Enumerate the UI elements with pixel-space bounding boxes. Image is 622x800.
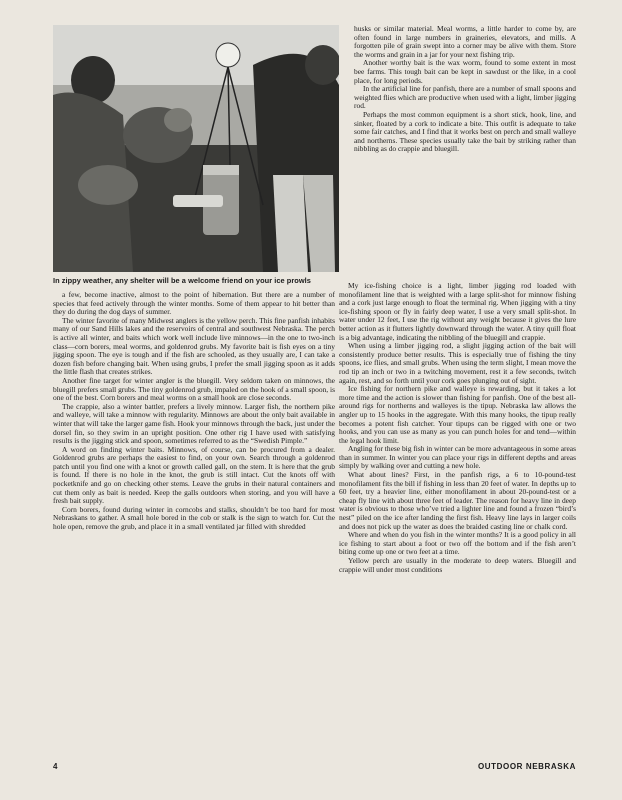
left-column [53, 291, 335, 532]
paragraph: a few, become inactive, almost to the point of hibernation. But there are a number of species that feed actively through the winter months. Some of them appear to hit better than they do during the dog days of summer. [53, 290, 335, 317]
right-column-bottom [339, 282, 576, 574]
photo-caption: In zippy weather, any shelter will be a welcome friend on your ice prowls [53, 276, 311, 285]
magazine-title: OUTDOOR NEBRASKA [477, 762, 576, 771]
paragraph: When using a limber jigging rod, a slight jigging action of the bait will consistently produce better results. This is especially true of fishing the tiny spoons, ice flies, and small grubs. When using the term slight, I mean move the rod tip an inch or two in a twitching movement, rest it a few seconds, twitch again, rest, and so forth until your cork goes plunging out of sight. [339, 341, 576, 385]
page-number: 4 [53, 762, 58, 771]
paragraph: Corn borers, found during winter in corncobs and stalks, shouldn’t be too hard for most Nebraskans to gather. A small hole bored in the cob or stalk is the sign to watch for. Cut the hole open, remove the grub, and place it in a small ventilated jar filled with shredded [53, 504, 335, 532]
paragraph: Angling for these big fish in winter can be more advantageous in some areas than in summer. In winter you can place your rigs in different depths and areas simply by walking over and cutting a new hole. [339, 444, 576, 471]
paragraph: husks or similar material. Meal worms, a little harder to come by, are often found in large numbers in graineries, elevators, and mills. A forgotten pile of grain swept into a corner may be alive with them. Store the worms and grain in a jar for your next fishing trip. [354, 24, 576, 59]
paragraph: A word on finding winter baits. Minnows, of course, can be procured from a dealer. Goldenrod grubs are perhaps the easiest to find, on your own. Search through a goldenrod patch until you find one with a knot or growth called gall, on the stem. It is here that the grub is found. If there is no hole in the knot, the grub is still intact. Cut the knots off with pocketknife and go on checking other stems. Leave the grubs in their natural containers and cut them only as bait is needed. Keep the galls outdoors when storing, and you will have a fresh bait supply. [53, 444, 335, 506]
paragraph: Ice fishing for northern pike and walleye is rewarding, but it takes a lot more time and the action is slower than fishing for panfish. One of the best all-around rigs for northerns and walleyes is the tipup. Nebraska law allows the angler up to 15 hooks in the aggregate. With this many hooks, the tipup really becomes a potent fish catcher. Your tipups can be rigged with one or two hooks, and you can use as many as you can punch holes for and tend—within the legal hook limit. [339, 384, 576, 445]
paragraph: Another worthy bait is the wax worm, found to some extent in most bee farms. This tough bait can be kept in sawdust or the like, in a cool place, for long periods. [354, 58, 576, 85]
paragraph: Yellow perch are usually in the moderate to deep waters. Bluegill and crappie will under most conditions [339, 556, 576, 574]
right-column-top [354, 25, 576, 154]
paragraph: My ice-fishing choice is a light, limber jigging rod loaded with monofilament line that is weighted with a large split-shot for minnow fishing and a cork just large enough to float the terminal rig. When jigging with a tiny ice-fishing spoon or fly in fairly deep water, I use a very small split-shot. In water under 12 feet, I use the rig without any weight because it gives the lure better action as it flutters lightly downward through the water. A tiny quill float is a big advantage, indicating the nibbling of the bluegill and crappie. [339, 281, 576, 342]
paragraph: In the artificial line for panfish, there are a number of small spoons and weighted flies which are productive when used with a light, limber jigging rod. [354, 84, 576, 111]
photo-illustration [53, 25, 339, 272]
paragraph: What about lines? First, in the panfish rigs, a 6 to 10-pound-test monofilament fits the bill if fishing in less than 20 feet of water. In depths up to 60 feet, try a heavier line, either monofilament in about 20-pound-test or a cheap fly line with about three feet of leader. The reason for heavy line in deep water is obvious to those who’ve tried a lighter line and found a frozen “bird’s nest” piled on the ice after landing the first fish. Heavy line lays in larger coils and does not pick up the water as does the braided casting line or chalk cord. [339, 470, 576, 531]
paragraph: Perhaps the most common equipment is a short stick, hook, line, and sinker, floated by a cork to indicate a bite. This outfit is adequate to take some fair catches, and I find that it works best on perch and small walleye and northerns. These species usually take the bait by striking rather than nibbling as do crappie and bluegill. [354, 109, 576, 154]
ice-fishing-photo [53, 25, 339, 272]
paragraph: Where and when do you fish in the winter months? It is a good policy in all ice fishing to start about a foot or two off the bottom and if the fish aren’t biting come up one or two feet at a time. [339, 530, 576, 557]
paragraph: Another fine target for winter angler is the bluegill. Very seldom taken on minnows, the bluegill prefers small grubs. The tiny goldenrod grub, impaled on the hook of a small spoon, is one of the best. Corn borers and meal worms on a small hook are close seconds. [53, 375, 335, 403]
paragraph: The winter favorite of many Midwest anglers is the yellow perch. This fine panfish inhabits many of our Sand Hills lakes and the reservoirs of central and southwest Nebraska. The perch is active all winter, and baits which work well include live minnows—in the one to two-inch class—corn borers, meal worms, and goldenrod grubs. My favorite bait is fish eyes on a tiny jigging spoon. The eye is tough and if the fish are schooled, as they usually are, I can take a dozen fish before changing bait. When using grubs, I prefer the small jigging spoon as it adds the little flash that creates strikes. [53, 315, 335, 377]
paragraph: The crappie, also a winter battler, prefers a lively minnow. Larger fish, the northern pike and walleye, will take a minnow with regularity. Minnows are about the only bait available in winter that will take the larger game fish. Hook your minnows through the back, just under the dorsel fin, so they swim in an upright position. One other rig I have used with satisfying results is the jigging stick and spoon, sometimes referred to as the “Swedish Pimple.” [53, 401, 335, 446]
